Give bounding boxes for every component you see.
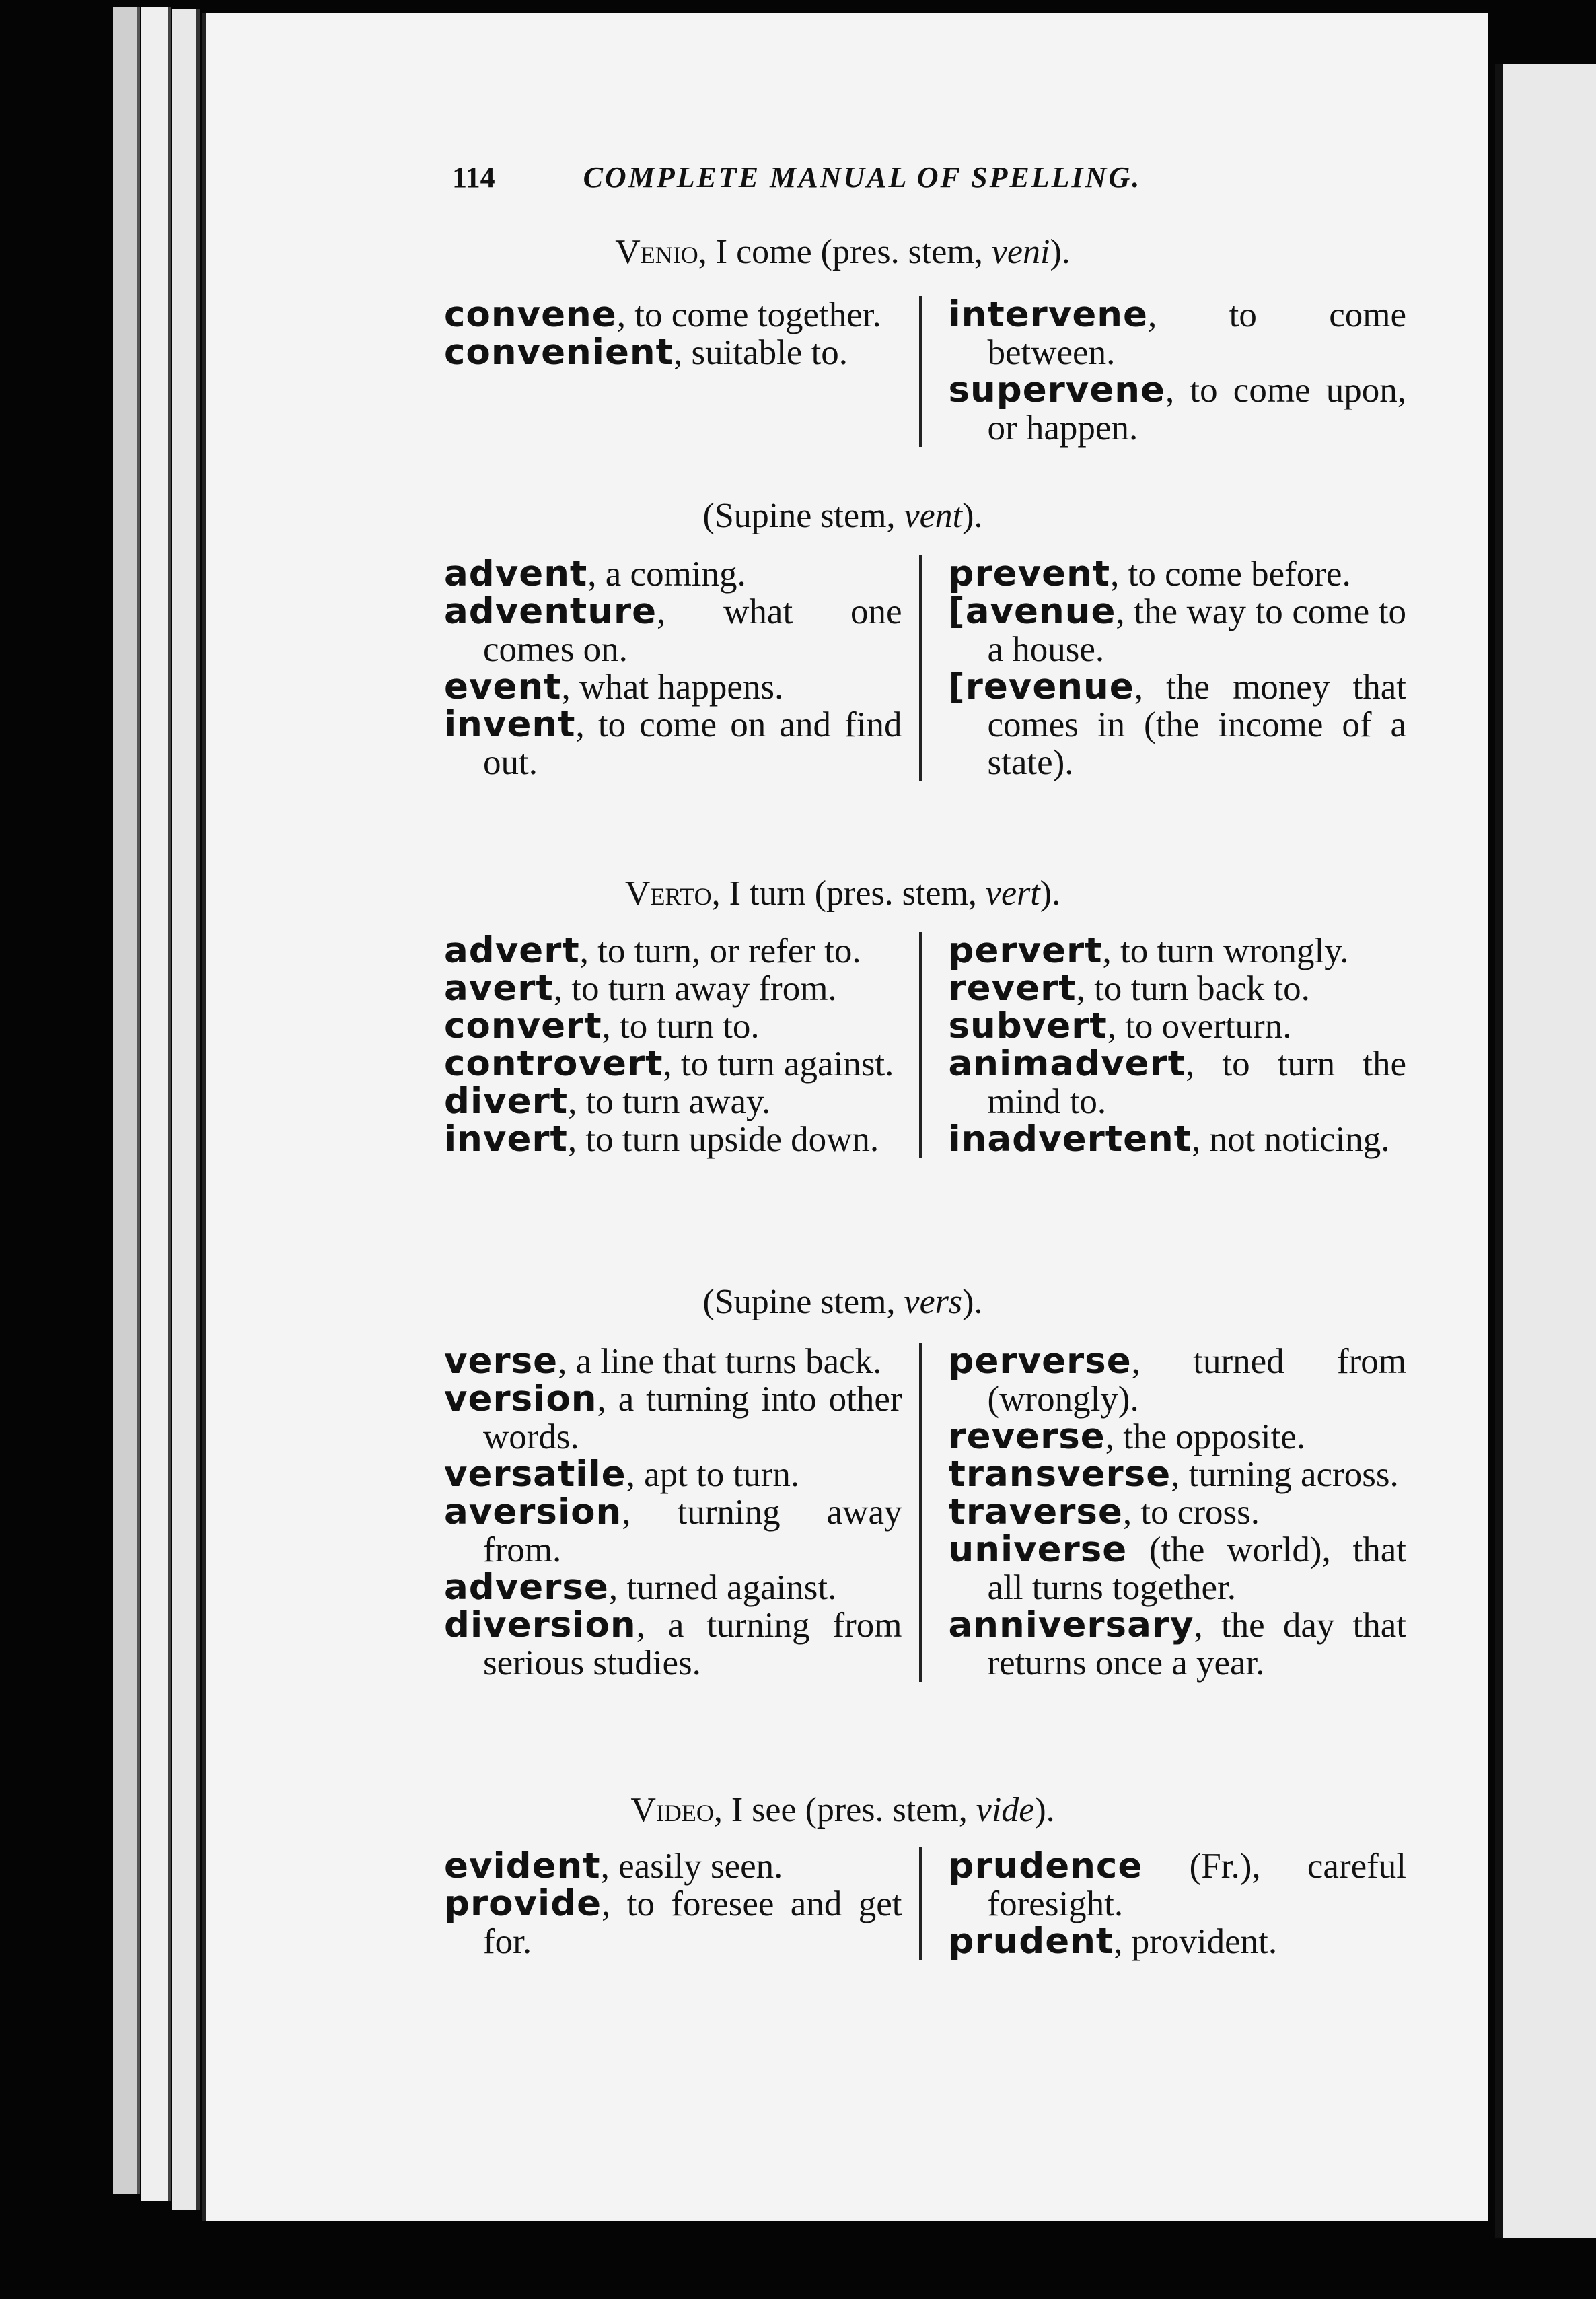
- headword: anniversary: [948, 1604, 1194, 1646]
- stem-form: vent: [904, 497, 963, 535]
- definition: , not noticing.: [1192, 1120, 1390, 1159]
- word-entry: [949, 1121, 1407, 1158]
- word-entry: [444, 1343, 902, 1380]
- section-heading: [202, 874, 1484, 913]
- definition: , to turn the mind to.: [987, 1045, 1406, 1121]
- right-column: [922, 1343, 1407, 1682]
- headword: diversion: [444, 1604, 637, 1646]
- word-columns: [444, 1847, 1406, 1960]
- word-columns: [444, 555, 1406, 781]
- headword: transverse: [948, 1454, 1171, 1495]
- definition: , the way to come to a house.: [987, 592, 1406, 669]
- word-columns: [444, 1343, 1406, 1682]
- word-entry: [949, 1007, 1407, 1045]
- headword: versatile: [444, 1454, 626, 1495]
- word-entry: [444, 1007, 902, 1045]
- word-entry: [949, 668, 1407, 781]
- definition: , apt to turn.: [626, 1455, 800, 1494]
- headword: invent: [444, 704, 576, 745]
- definition: , the money that comes in (the income of a state).: [987, 668, 1406, 782]
- word-columns: [444, 932, 1406, 1158]
- word-entry: [444, 1045, 902, 1083]
- heading-meaning: , I come (pres. stem,: [698, 233, 992, 271]
- heading-suffix: ).: [1040, 874, 1061, 913]
- definition: , to turn to.: [602, 1007, 760, 1046]
- stem-form: veni: [991, 233, 1050, 271]
- definition: , to turn away.: [568, 1082, 771, 1121]
- headword: prevent: [948, 553, 1111, 594]
- headword: adventure: [444, 591, 657, 632]
- word-entry: [949, 296, 1407, 372]
- headword: controvert: [444, 1043, 663, 1084]
- definition: , the day that returns once a year.: [987, 1606, 1406, 1683]
- word-entry: [444, 1121, 902, 1158]
- definition: , to come between.: [987, 295, 1406, 372]
- headword: event: [444, 666, 562, 707]
- headword: convert: [444, 1005, 602, 1047]
- left-column: [444, 1343, 922, 1682]
- word-entry: [444, 1569, 902, 1606]
- book-edge: [172, 9, 200, 2210]
- definition: , easily seen.: [600, 1847, 783, 1886]
- word-entry: [949, 593, 1407, 668]
- definition: , to turn wrongly.: [1102, 931, 1349, 970]
- word-entry: [949, 1606, 1407, 1682]
- word-columns: [444, 296, 1406, 447]
- headword: invert: [444, 1119, 568, 1160]
- heading-prefix: (Supine stem,: [702, 497, 904, 535]
- headword: provide: [444, 1883, 602, 1924]
- headword: inadvertent: [948, 1119, 1192, 1160]
- word-entry: [444, 296, 902, 334]
- word-entry: [444, 1885, 902, 1960]
- stem-form: vers: [904, 1283, 963, 1321]
- running-head: [452, 160, 1141, 194]
- word-entry: [949, 1847, 1407, 1923]
- word-entry: [949, 1531, 1407, 1606]
- page-content: [202, 0, 1484, 2299]
- word-entry: [949, 555, 1407, 593]
- word-entry: [444, 1847, 902, 1885]
- headword: convenient: [444, 332, 674, 373]
- definition: , what happens.: [561, 668, 784, 707]
- word-entry: [949, 1045, 1407, 1121]
- definition: , a coming.: [587, 555, 746, 594]
- definition: , to overturn.: [1107, 1007, 1292, 1046]
- definition: , to turn upside down.: [567, 1120, 879, 1159]
- latin-root: Video: [630, 1791, 714, 1829]
- definition: , to turn away from.: [553, 969, 837, 1008]
- word-entry: [444, 334, 902, 372]
- word-entry: [444, 932, 902, 970]
- headword: traverse: [948, 1491, 1123, 1532]
- word-entry: [948, 369, 1407, 448]
- right-column: [922, 296, 1407, 447]
- headword: divert: [444, 1081, 569, 1122]
- definition: (the world), that all turns together.: [987, 1530, 1406, 1607]
- word-entry: [444, 668, 902, 706]
- headword: version: [444, 1378, 597, 1419]
- word-entry: [444, 706, 902, 781]
- section-heading: [202, 1790, 1484, 1830]
- word-entry: [444, 555, 902, 593]
- word-entry: [444, 1456, 902, 1493]
- headword: perverse: [948, 1341, 1132, 1382]
- headword: reverse: [948, 1416, 1105, 1457]
- facing-page-edge: [1495, 64, 1596, 2238]
- word-entry: [444, 1606, 902, 1682]
- definition: , to foresee and get for.: [483, 1884, 902, 1961]
- word-entry: [444, 1493, 902, 1569]
- section-heading: [202, 496, 1484, 536]
- heading-meaning: , I turn (pres. stem,: [711, 874, 986, 913]
- heading-prefix: (Supine stem,: [702, 1283, 904, 1321]
- page-number: 114: [452, 161, 495, 194]
- heading-meaning: , I see (pres. stem,: [713, 1791, 976, 1829]
- right-column: [922, 1847, 1407, 1960]
- definition: , turned from (wrongly).: [987, 1342, 1406, 1419]
- definition: , what one comes on.: [483, 592, 902, 669]
- stem-form: vert: [985, 874, 1040, 913]
- definition: , to come before.: [1110, 555, 1351, 594]
- headword: advert: [444, 930, 580, 971]
- book-edge: [141, 7, 171, 2201]
- section-heading: [202, 1282, 1484, 1322]
- definition: , turning across.: [1171, 1455, 1399, 1494]
- definition: , a turning into other words.: [483, 1380, 902, 1456]
- heading-suffix: ).: [1050, 233, 1071, 271]
- left-column: [444, 932, 922, 1158]
- headword: universe: [948, 1529, 1128, 1570]
- word-entry: [949, 1343, 1407, 1418]
- definition: , a line that turns back.: [558, 1342, 882, 1381]
- definition: , a turning from serious studies.: [483, 1606, 902, 1683]
- headword: convene: [444, 294, 617, 335]
- headword: verse: [444, 1341, 558, 1382]
- left-column: [444, 296, 922, 447]
- book-edge: [113, 7, 140, 2194]
- headword: pervert: [948, 930, 1103, 971]
- definition: (Fr.), careful foresight.: [987, 1847, 1406, 1923]
- definition: , suitable to.: [673, 333, 848, 372]
- word-entry: [949, 1456, 1407, 1493]
- left-column: [444, 1847, 922, 1960]
- headword: [avenue: [948, 591, 1116, 632]
- word-entry: [949, 1418, 1407, 1456]
- definition: , to turn back to.: [1076, 969, 1310, 1008]
- headword: avert: [444, 968, 554, 1009]
- section-heading: [202, 232, 1484, 272]
- stem-form: vide: [976, 1791, 1035, 1829]
- definition: , provident.: [1114, 1922, 1278, 1961]
- definition: , to cross.: [1122, 1493, 1260, 1532]
- definition: , to turn against.: [663, 1045, 894, 1084]
- right-column: [922, 555, 1407, 781]
- word-entry: [949, 932, 1407, 970]
- word-entry: [444, 1083, 902, 1121]
- definition: , the opposite.: [1105, 1417, 1306, 1456]
- definition: , to turn, or refer to.: [579, 931, 861, 970]
- latin-root: Venio: [615, 233, 698, 271]
- word-entry: [949, 1493, 1407, 1531]
- heading-suffix: ).: [962, 1283, 983, 1321]
- book-title: COMPLETE MANUAL OF SPELLING.: [583, 161, 1142, 194]
- headword: revert: [948, 968, 1077, 1009]
- definition: , to come upon, or happen.: [987, 371, 1406, 448]
- heading-suffix: ).: [962, 497, 983, 535]
- definition: , turned against.: [608, 1568, 837, 1607]
- headword: advent: [444, 553, 588, 594]
- definition: , to come together.: [616, 295, 881, 334]
- word-entry: [949, 970, 1407, 1007]
- word-entry: [949, 1923, 1407, 1960]
- headword: evident: [444, 1845, 601, 1886]
- definition: , to come on and find out.: [483, 705, 902, 782]
- definition: , turning away from.: [483, 1493, 902, 1569]
- latin-root: Verto: [624, 874, 712, 913]
- headword: prudent: [948, 1921, 1114, 1962]
- headword: subvert: [948, 1005, 1108, 1047]
- word-entry: [444, 970, 902, 1007]
- headword: animadvert: [948, 1043, 1186, 1084]
- left-column: [444, 555, 922, 781]
- headword: [revenue: [948, 666, 1134, 707]
- headword: intervene: [948, 294, 1148, 335]
- word-entry: [444, 1380, 902, 1456]
- headword: adverse: [444, 1567, 609, 1608]
- right-column: [922, 932, 1407, 1158]
- headword: prudence: [948, 1845, 1143, 1886]
- headword: supervene: [948, 369, 1165, 411]
- headword: aversion: [444, 1491, 622, 1532]
- heading-suffix: ).: [1034, 1791, 1055, 1829]
- word-entry: [444, 593, 902, 668]
